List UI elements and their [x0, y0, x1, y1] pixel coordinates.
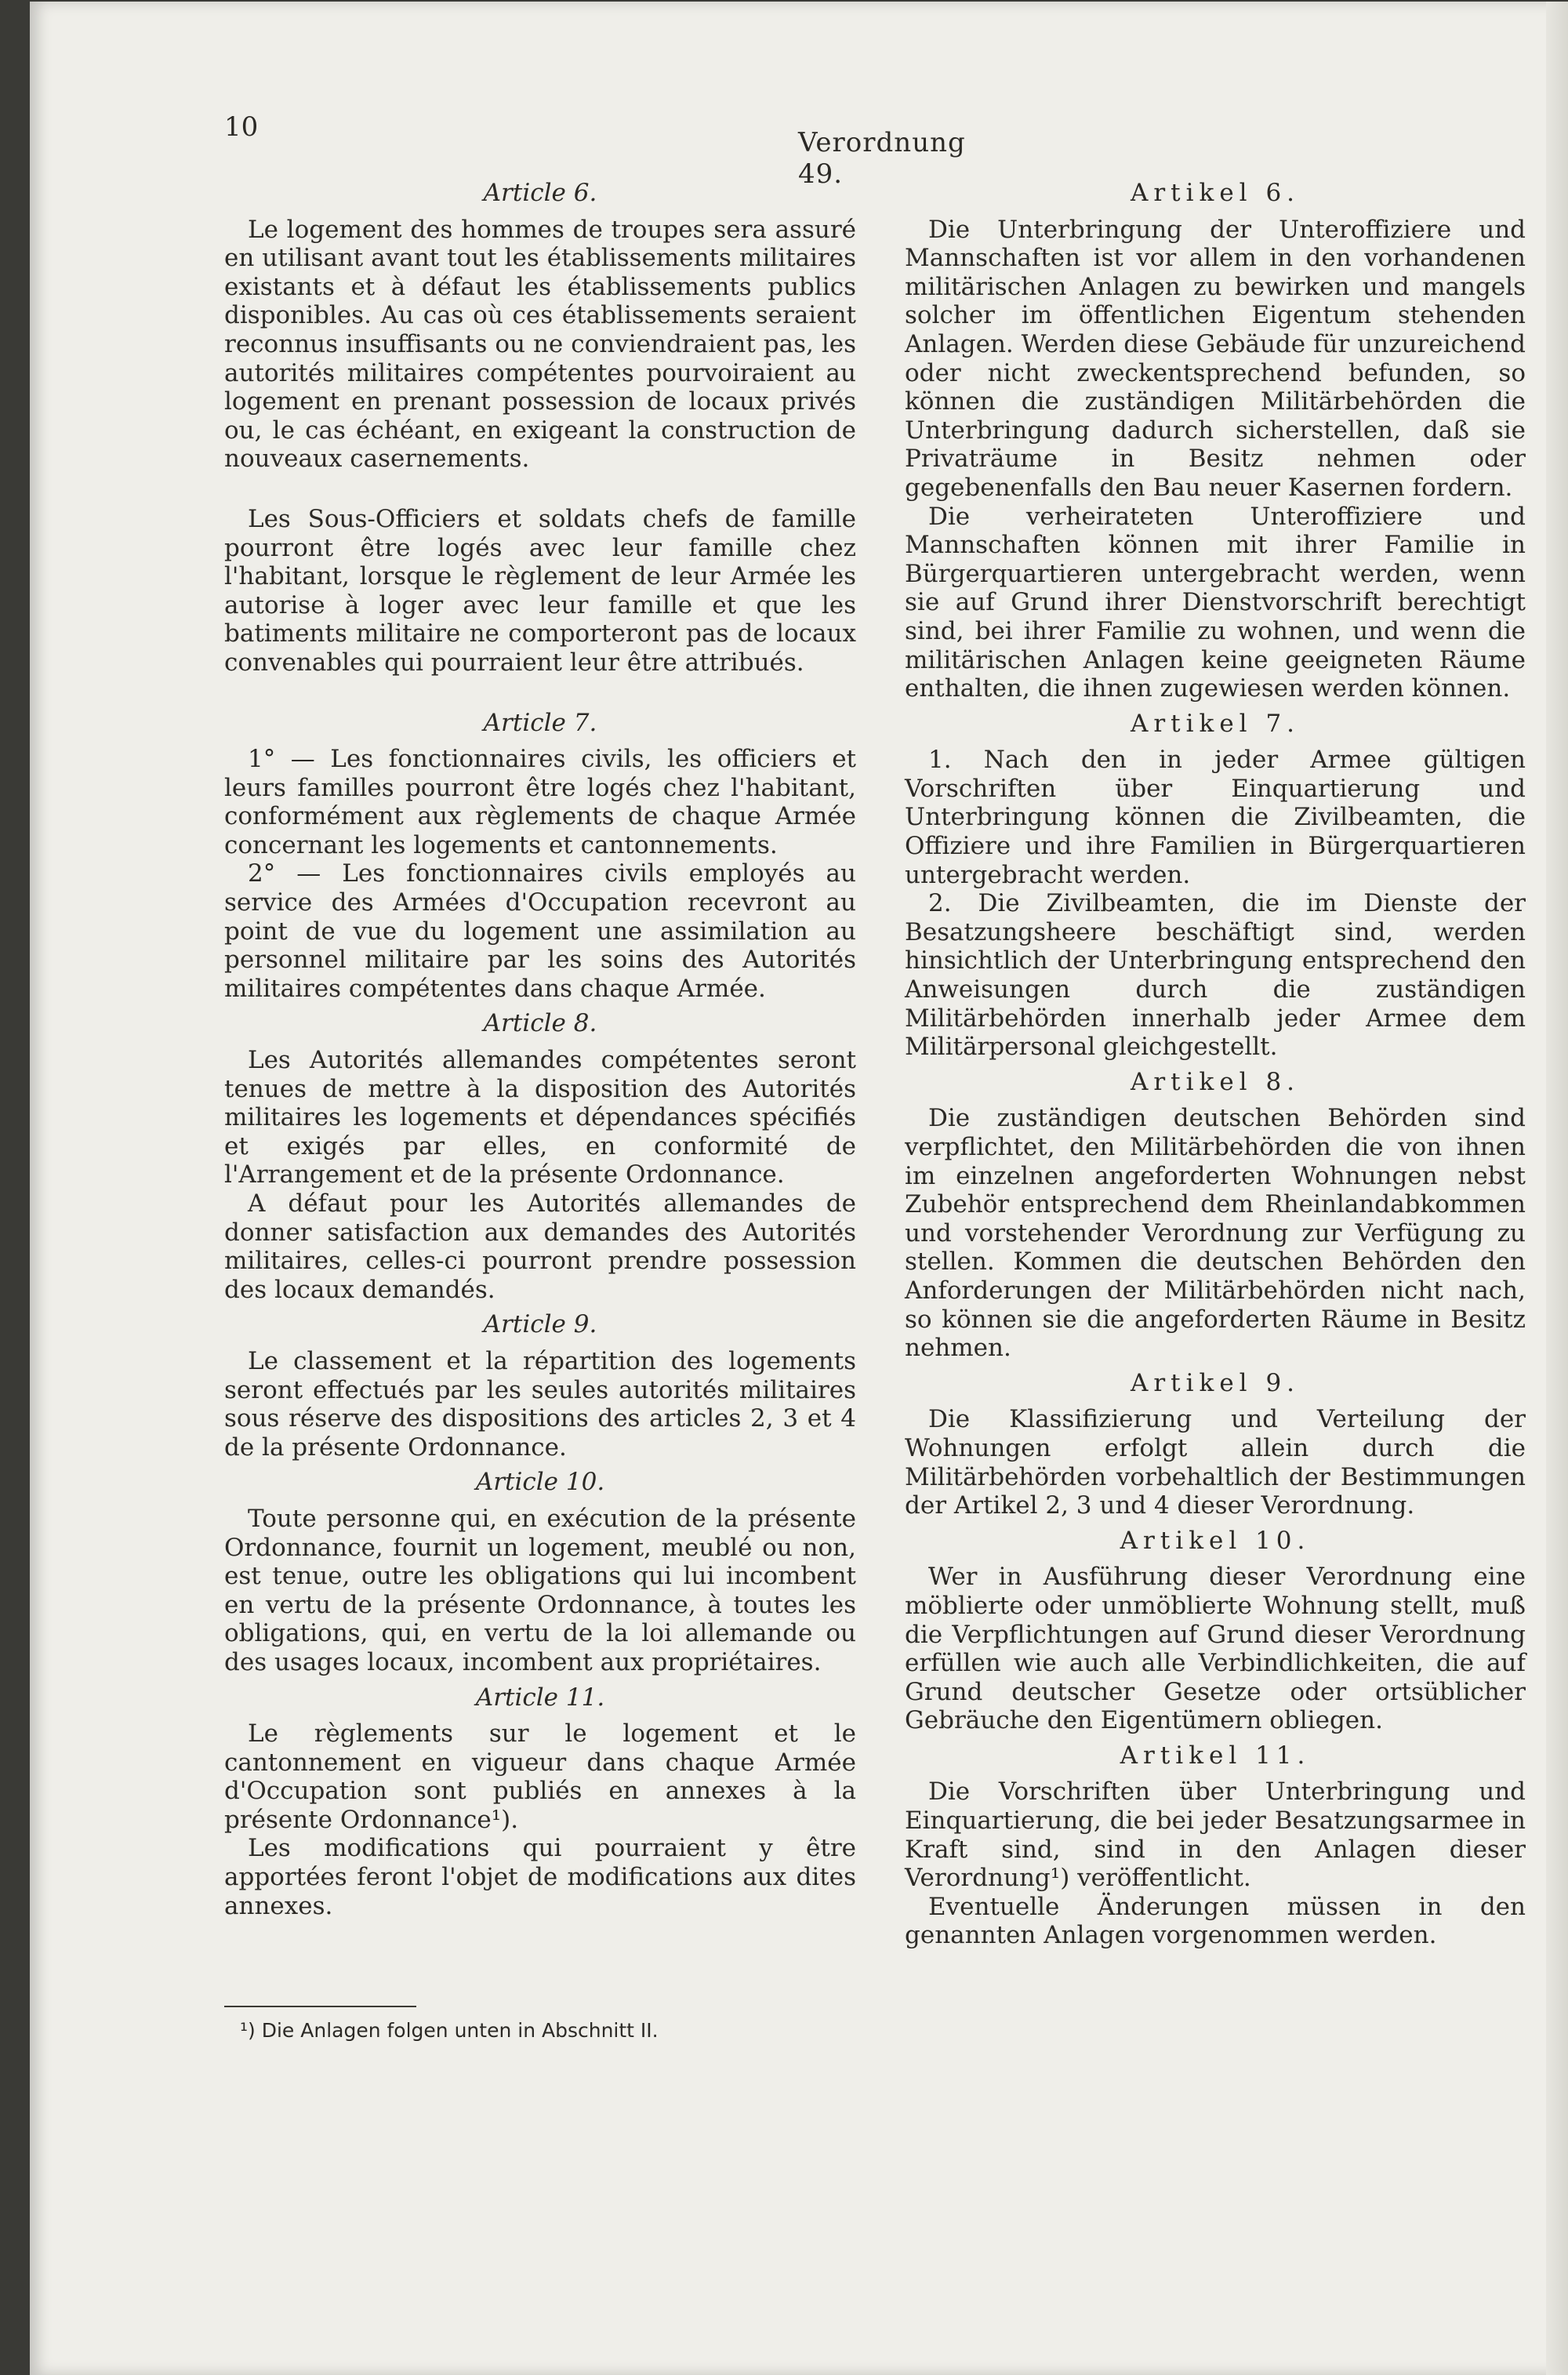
footnote-divider: [224, 2006, 416, 2007]
paragraph: Le logement des hommes de troupes sera assuré en utilisant avant tout les établissements militaires existants et à défaut les établissements publics disponibles. Au cas où ces établissements seraient reconnus insuffisants ou ne conviendraient pas, les autorités militaires compétentes pourvoiraient au logement en prenant possession de locaux privés ou, le cas échéant, en exigeant la construction de nouveaux casernements.: [224, 215, 856, 474]
paragraph: Die Klassifizierung und Verteilung der Wohnungen erfolgt allein durch die Militärbehörden vorbehaltlich der Bestimmungen der Artikel 2, 3 und 4 dieser Verordnung.: [905, 1405, 1526, 1520]
german-column: [905, 172, 1526, 1950]
paragraph: 1° — Les fonctionnaires civils, les officiers et leurs familles pourront être logés chez l'habitant, conformément aux règlements de chaque Armée concernant les logements et cantonnements.: [224, 745, 856, 859]
document-page: [30, 2, 1568, 2375]
paragraph: Toute personne qui, en exécution de la présente Ordonnance, fournit un logement, meublé ou non, est tenue, outre les obligations qui lui incombent en vertu de la présente Ordonnance, à toutes les obligations, qui, en vertu de la loi allemande ou des usages locaux, incombent aux propriétaires.: [224, 1504, 856, 1676]
page-number: 10: [224, 111, 259, 143]
article-heading-fr-8: Article 8.: [483, 1009, 597, 1038]
paragraph: Les Autorités allemandes compétentes seront tenues de mettre à la disposition des Autorités militaires les logements et dépendances spécifiés et exigés par elles, en conformité de l'Arrangement et de la présente Ordonnance.: [224, 1046, 856, 1189]
page-edge: [1546, 2, 1568, 2375]
paragraph: 2. Die Zivilbeamten, die im Dienste der Besatzungsheere beschäftigt sind, werden hinsichtlich der Unterbringung entsprechend den Anweisungen durch die zuständigen Militärbehörden innerhalb jeder Armee dem Militärpersonal gleichgestellt.: [905, 889, 1526, 1062]
article-heading-de-11: Artikel 11.: [1120, 1741, 1311, 1770]
paragraph: Eventuelle Änderungen müssen in den genannten Anlagen vorgenommen werden.: [905, 1892, 1526, 1950]
article-heading-de-8: Artikel 8.: [1130, 1067, 1301, 1096]
article-heading-fr-9: Article 9.: [483, 1310, 597, 1339]
paragraph: Wer in Ausführung dieser Verordnung eine möblierte oder unmöblierte Wohnung stellt, muß die Verpflichtungen auf Grund dieser Verordnung erfüllen wie auch alle Verbindlichkeiten, die auf Grund deutscher Gesetze oder ortsüblicher Gebräuche den Eigentümern obliegen.: [905, 1563, 1526, 1735]
paragraph: Les Sous-Officiers et soldats chefs de famille pourront être logés avec leur famille chez l'habitant, lorsque le règlement de leur Armée les autorise à loger avec leur famille et que les batiments militaire ne comporteront pas de locaux convenables qui pourraient leur être attribués.: [224, 504, 856, 677]
paragraph: Le classement et la répartition des logements seront effectués par les seules autorités militaires sous réserve des dispositions des articles 2, 3 et 4 de la présente Ordonnance.: [224, 1346, 856, 1462]
article-heading-fr-10: Article 10.: [475, 1468, 605, 1497]
article-heading-de-10: Artikel 10.: [1120, 1526, 1311, 1555]
article-heading-de-7: Artikel 7.: [1130, 709, 1301, 738]
article-heading-fr-11: Article 11.: [475, 1683, 605, 1712]
running-head: Verordnung 49.: [798, 127, 966, 190]
french-column: [224, 172, 856, 1920]
paragraph: A défaut pour les Autorités allemandes de donner satisfaction aux demandes des Autorités militaires, celles-ci pourront prendre possession des locaux demandés.: [224, 1189, 856, 1304]
paragraph: Die Vorschriften über Unterbringung und Einquartierung, die bei jeder Besatzungsarmee in Kraft sind, sind in den Anlagen dieser Verordnung¹) veröffentlicht.: [905, 1778, 1526, 1893]
article-heading-de-6: Artikel 6.: [1130, 179, 1301, 207]
paragraph: Les modifications qui pourraient y être apportées feront l'objet de modifications aux dites annexes.: [224, 1834, 856, 1920]
article-heading-fr-7: Article 7.: [483, 708, 597, 737]
paragraph: Die verheirateten Unteroffiziere und Mannschaften können mit ihrer Familie in Bürgerquartieren untergebracht werden, wenn sie auf Grund ihrer Dienstvorschrift berechtigt sind, bei ihrer Familie zu wohnen, und wenn die militärischen Anlagen keine geeigneten Räume enthalten, die ihnen zugewiesen werden können.: [905, 502, 1526, 703]
paragraph: Le règlements sur le logement et le cantonnement en vigueur dans chaque Armée d'Occupation sont publiés en annexes à la présente Ordonnance¹).: [224, 1720, 856, 1834]
paragraph: 2° — Les fonctionnaires civils employés au service des Armées d'Occupation recevront au point de vue du logement une assimilation au personnel militaire par les soins des Autorités militaires compétentes dans chaque Armée.: [224, 859, 856, 1003]
paragraph: Die Unterbringung der Unteroffiziere und Mannschaften ist vor allem in den vorhandenen militärischen Anlagen zu bewirken und mangels solcher im öffentlichen Eigentum stehenden Anlagen. Werden diese Gebäude für unzureichend oder nicht zweckentsprechend befunden, so können die zuständigen Militärbehörden die Unterbringung dadurch sicherstellen, daß sie Privaträume in Besitz nehmen oder gegebenenfalls den Bau neuer Kasernen fordern.: [905, 215, 1526, 502]
article-heading-fr-6: Article 6.: [483, 179, 597, 207]
footnote: ¹) Die Anlagen folgen unten in Abschnitt II.: [240, 2019, 659, 2042]
paragraph: 1. Nach den in jeder Armee gültigen Vorschriften über Einquartierung und Unterbringung können die Zivilbeamten, die Offiziere und ihre Familien in Bürgerquartieren untergebracht werden.: [905, 746, 1526, 889]
paragraph: Die zuständigen deutschen Behörden sind verpflichtet, den Militärbehörden die von ihnen im einzelnen angeforderten Wohnungen nebst Zubehör entsprechend dem Rheinlandabkommen und vorstehender Verordnung zur Verfügung zu stellen. Kommen die deutschen Behörden den Anforderungen der Militärbehörden nicht nach, so können sie die angeforderten Räume in Besitz nehmen.: [905, 1104, 1526, 1363]
article-heading-de-9: Artikel 9.: [1130, 1368, 1301, 1397]
